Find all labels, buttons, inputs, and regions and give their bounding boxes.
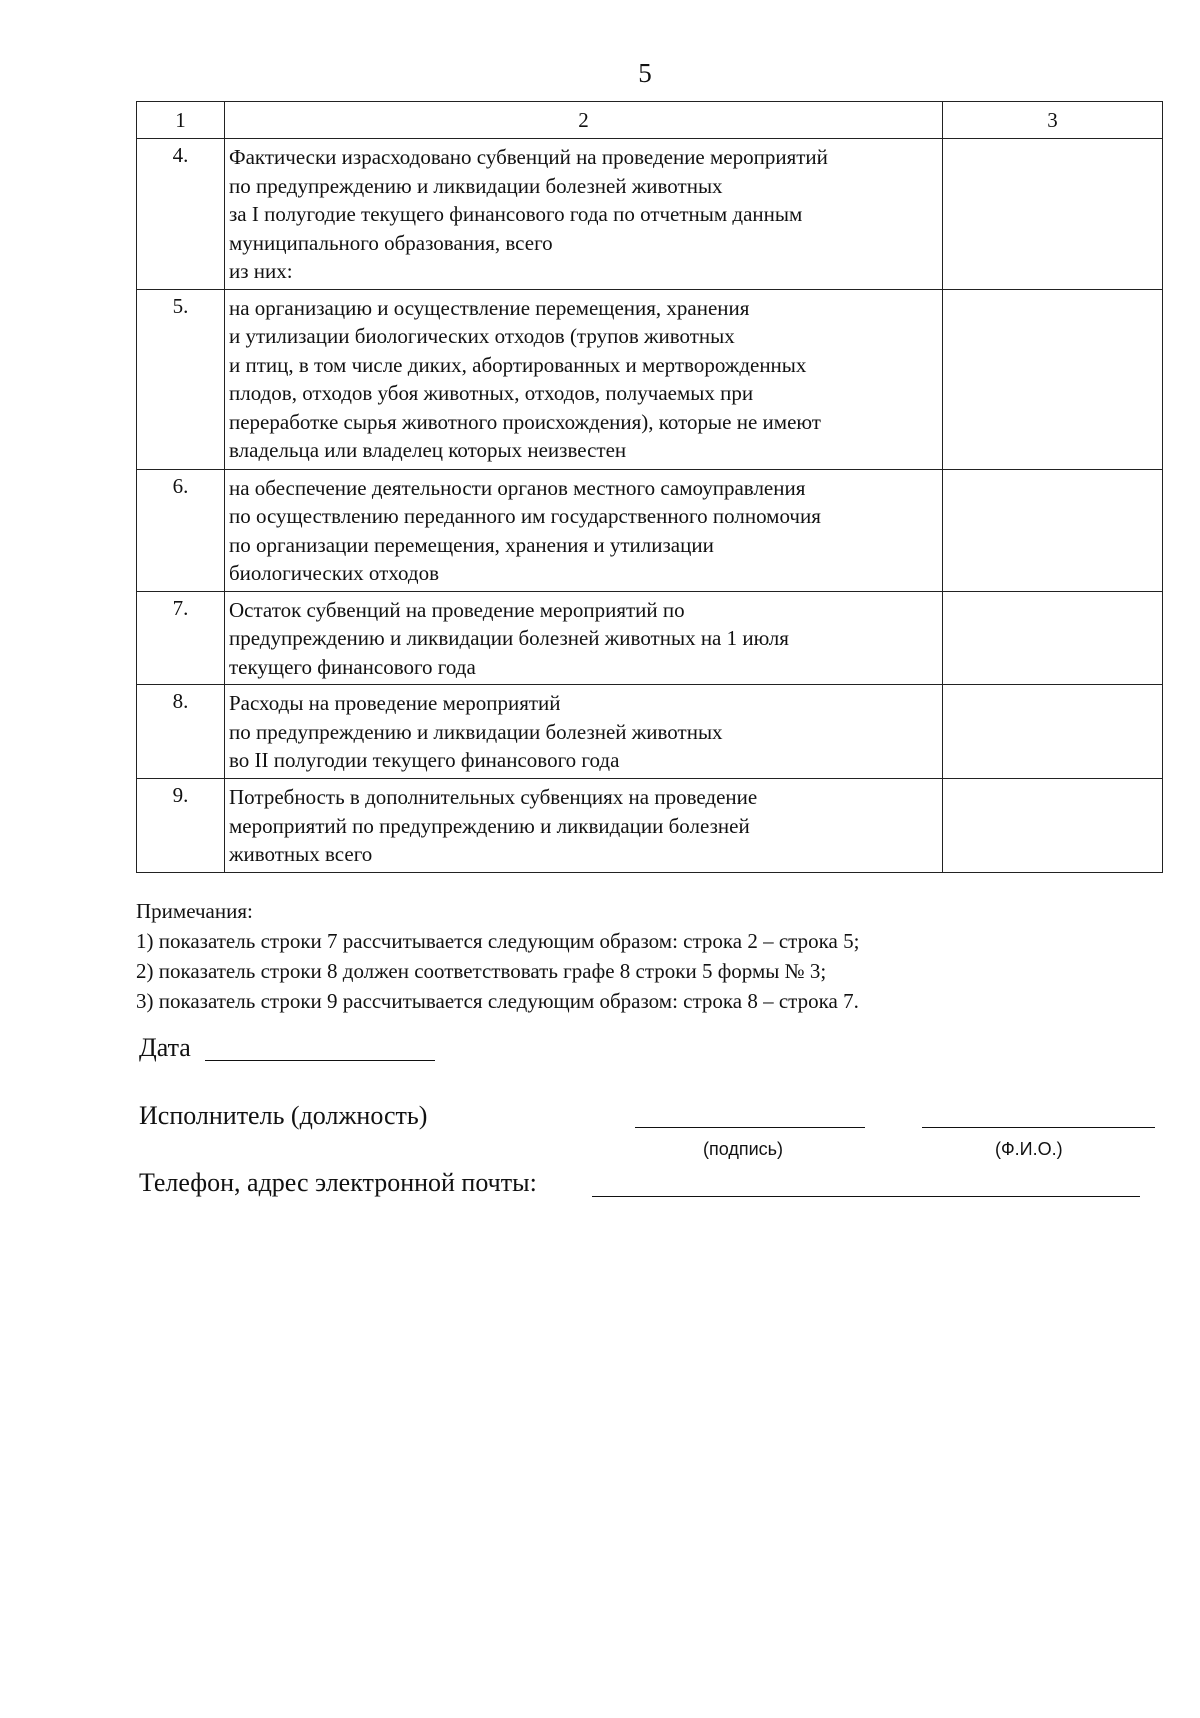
- description-line: по организации перемещения, хранения и утилизации: [229, 532, 714, 557]
- row-description: [225, 469, 943, 591]
- row-description: [225, 779, 943, 873]
- description-line: Расходы на проведение мероприятий: [229, 691, 561, 715]
- row-description: [225, 591, 943, 685]
- row-number: 5.: [137, 289, 225, 469]
- note-item: 2) показатель строки 8 должен соответствовать графе 8 строки 5 формы № 3;: [136, 959, 827, 983]
- row-value-cell[interactable]: [943, 139, 1163, 290]
- row-description: [225, 289, 943, 469]
- table-row: [137, 779, 1163, 873]
- description-line: муниципального образования, всего: [229, 230, 553, 255]
- report-table: [136, 101, 1163, 873]
- row-number: 8.: [137, 685, 225, 779]
- table-row: [137, 139, 1163, 290]
- row-description: [225, 685, 943, 779]
- table-row: [137, 289, 1163, 469]
- row-value-cell[interactable]: [943, 685, 1163, 779]
- description-line: животных всего: [229, 842, 373, 866]
- description-line: из них:: [229, 259, 293, 283]
- name-caption: (Ф.И.О.): [995, 1139, 1063, 1159]
- notes-section: [136, 896, 859, 1016]
- description-line: текущего финансового года: [229, 654, 476, 679]
- contact-label: Телефон, адрес электронной почты:: [139, 1168, 537, 1197]
- row-value-cell[interactable]: [943, 289, 1163, 469]
- description-line: и утилизации биологических отходов (трупов животных: [229, 324, 735, 348]
- note-item: 3) показатель строки 9 рассчитывается следующим образом: строка 8 – строка 7.: [136, 989, 859, 1013]
- description-line: на обеспечение деятельности органов местного самоуправления: [229, 475, 806, 500]
- row-description: [225, 139, 943, 290]
- description-line: на организацию и осуществление перемещения, хранения: [229, 295, 750, 320]
- description-line: Потребность в дополнительных субвенциях на проведение: [229, 785, 758, 809]
- description-line: предупреждению и ликвидации болезней животных на 1 июля: [229, 626, 789, 650]
- row-number: 6.: [137, 469, 225, 591]
- name-line[interactable]: [922, 1127, 1155, 1128]
- row-value-cell[interactable]: [943, 779, 1163, 873]
- description-line: во II полугодии текущего финансового года: [229, 748, 620, 772]
- table-header-row: [137, 102, 1163, 139]
- column-header: 3: [943, 102, 1163, 139]
- contact-line[interactable]: [592, 1196, 1140, 1197]
- date-line[interactable]: [205, 1060, 435, 1061]
- note-item: 1) показатель строки 7 рассчитывается следующим образом: строка 2 – строка 5;: [136, 929, 860, 953]
- description-line: переработке сырья животного происхождения), которые не имеют: [229, 409, 821, 434]
- table-row: [137, 685, 1163, 779]
- notes-title: Примечания:: [136, 899, 253, 923]
- signature-line[interactable]: [635, 1127, 865, 1128]
- table-row: [137, 591, 1163, 685]
- row-value-cell[interactable]: [943, 591, 1163, 685]
- description-line: мероприятий по предупреждению и ликвидации болезней: [229, 813, 750, 838]
- description-line: по предупреждению и ликвидации болезней животных: [229, 173, 723, 198]
- description-line: по предупреждению и ликвидации болезней животных: [229, 719, 723, 744]
- row-number: 9.: [137, 779, 225, 873]
- description-line: Остаток субвенций на проведение мероприятий по: [229, 597, 685, 622]
- description-line: плодов, отходов убоя животных, отходов, получаемых при: [229, 381, 754, 405]
- description-line: за I полугодие текущего финансового года по отчетным данным: [229, 202, 803, 226]
- row-number: 4.: [137, 139, 225, 290]
- page-number: 5: [638, 58, 652, 88]
- description-line: биологических отходов: [229, 561, 439, 585]
- column-header: 2: [225, 102, 943, 139]
- description-line: и птиц, в том числе диких, абортированных и мертворожденных: [229, 352, 807, 377]
- row-value-cell[interactable]: [943, 469, 1163, 591]
- row-number: 7.: [137, 591, 225, 685]
- description-line: Фактически израсходовано субвенций на проведение мероприятий: [229, 145, 828, 169]
- date-label: Дата: [139, 1033, 191, 1062]
- description-line: владельца или владелец которых неизвестен: [229, 438, 627, 462]
- executor-label: Исполнитель (должность): [139, 1101, 428, 1130]
- signature-caption: (подпись): [703, 1139, 784, 1159]
- description-line: по осуществлению переданного им государственного полномочия: [229, 504, 821, 528]
- column-header: 1: [137, 102, 225, 139]
- table-row: [137, 469, 1163, 591]
